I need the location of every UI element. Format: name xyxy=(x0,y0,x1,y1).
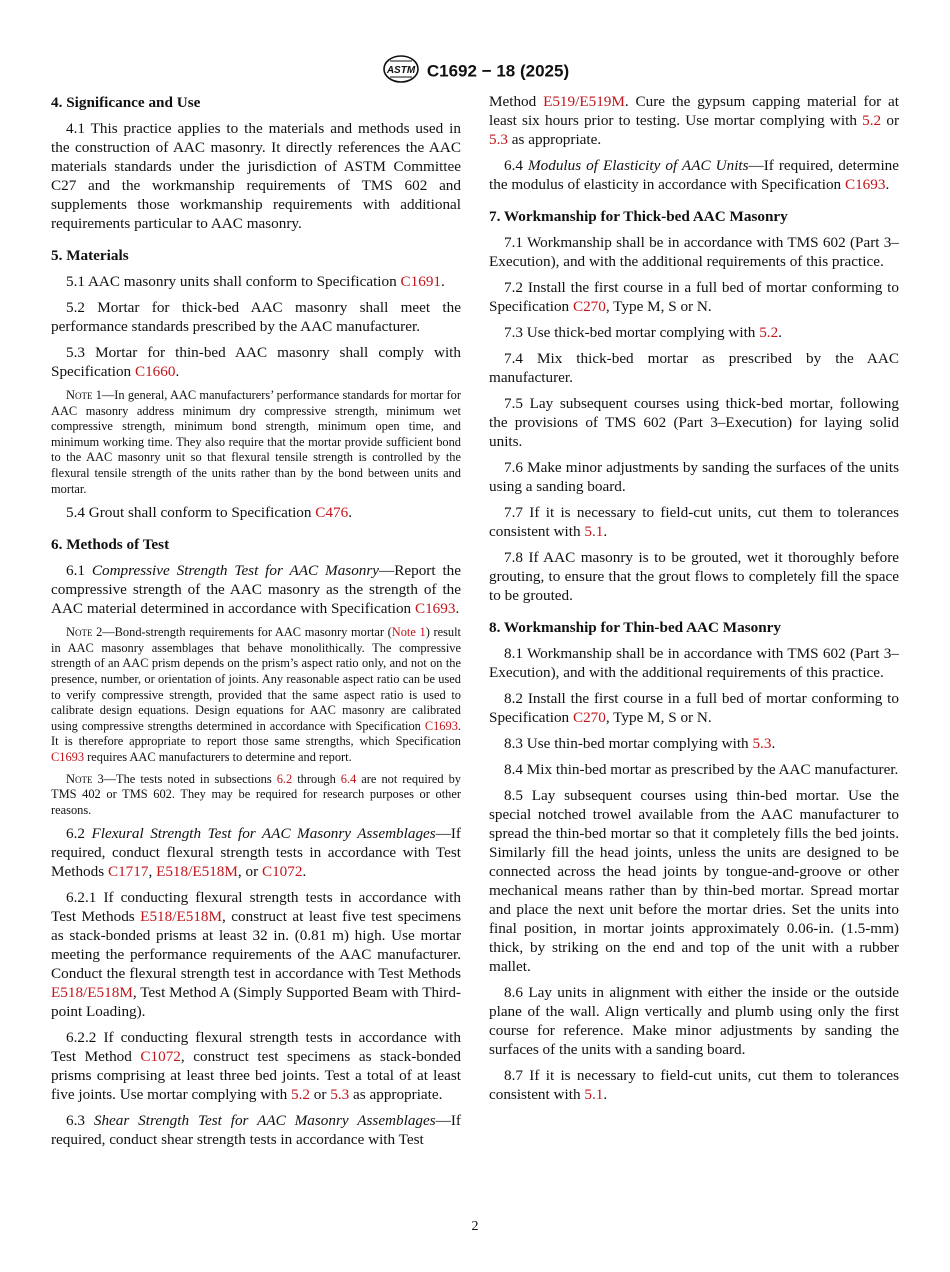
paragraph-5-2: 5.2 Mortar for thick-bed AAC masonry shall meet the performance standards prescribed by the AAC manufacturer. xyxy=(51,299,461,335)
paragraph-7-5: 7.5 Lay subsequent courses using thick-bed mortar, following the provisions of TMS 602 (Part 3–Execution) for laying solid units. xyxy=(489,395,899,450)
paragraph-8-6: 8.6 Lay units in alignment with either the inside or the outside plane of the wall. Align vertically and plumb using only the first course for reference. Make minor adjustments by sanding the surfaces of the units with a sanding board. xyxy=(489,984,899,1058)
link-c1693[interactable]: C1693 xyxy=(51,749,85,764)
link-5-2[interactable]: 5.2 xyxy=(759,324,779,341)
link-c1693[interactable]: C1693 xyxy=(844,176,886,193)
link-5-3[interactable]: 5.3 xyxy=(489,131,508,148)
document-designation: C1692 − 18 (2025) xyxy=(426,61,570,81)
paragraph-8-1: 8.1 Workmanship shall be in accordance with TMS 602 (Part 3–Execution), and with the additional requirements of this practice. xyxy=(489,645,899,681)
link-c270[interactable]: C270 xyxy=(572,298,606,315)
link-5-1[interactable]: 5.1 xyxy=(584,1086,604,1103)
page-header xyxy=(0,54,950,89)
section-heading-4: 4. Significance and Use xyxy=(51,94,201,111)
link-c1660[interactable]: C1660 xyxy=(134,363,176,380)
paragraph-6-2: 6.2 Flexural Strength Test for AAC Masonry Assemblages—If required, conduct flexural strength tests in accordance with Test Methods C1717, E518/E518M, or C1072. xyxy=(51,825,461,881)
link-c1072[interactable]: C1072 xyxy=(261,863,303,881)
link-note-1[interactable]: Note 1 xyxy=(391,625,426,640)
link-6-4[interactable]: 6.4 xyxy=(340,771,357,786)
paragraph-5-1: 5.1 AAC masonry units shall conform to Specification C1691. xyxy=(66,273,445,290)
link-e519[interactable]: E519/E519M xyxy=(543,93,625,110)
paragraph-7-1: 7.1 Workmanship shall be in accordance with TMS 602 (Part 3–Execution), and with the additional requirements of this practice. xyxy=(489,234,899,270)
paragraph-6-2-1: 6.2.1 If conducting flexural strength tests in accordance with Test Methods E518/E518M, construct at least five test specimens as stack-bonded prisms at least 32 in. (0.81 m) high. Use mortar meeting the performance requirements of the AAC manufacturer. Conduct the flexural strength test in accordance with Test Methods E518/E518M, Test Method A (Simply Supported Beam with Third-point Loading). xyxy=(51,889,461,1021)
section-heading-6: 6. Methods of Test xyxy=(51,536,170,554)
link-e518[interactable]: E518/E518M xyxy=(156,863,238,881)
link-c1717[interactable]: C1717 xyxy=(107,863,149,881)
link-c1072[interactable]: C1072 xyxy=(140,1048,181,1066)
note-3: Note 3—The tests noted in subsections 6.2 through 6.4 are not required by TMS 402 or TMS 602. They may be required for research purposes or other reasons. xyxy=(51,771,461,817)
link-5-3[interactable]: 5.3 xyxy=(330,1086,350,1104)
link-c476[interactable]: C476 xyxy=(315,504,349,522)
link-5-1[interactable]: 5.1 xyxy=(584,523,604,540)
paragraph-8-5: 8.5 Lay subsequent courses using thin-bed mortar. Use the special notched trowel available from the AAC manufacturer to spread the thin-bed mortar so that it completely fills the bed joints. Similarly fill the head joints, unless the units are designed to be connected across the head joints by tongue-and-groove or other mechanical means rather than by thin-bed mortar. Spread mortar and place the next unit before the mortar dries. Set the units into final position, in mortar joints approximately 0.06-in. (1.5-mm) thick, by striking on the end and top of the unit with a rubber mallet. xyxy=(489,787,899,975)
note-1: Note 1—In general, AAC manufacturers’ performance standards for mortar for AAC masonry address minimum dry compressive strength, minimum wet compressive strength, minimum bond strength, minimum open time, and minimum working time. They also require that the mortar provide sufficient bond to the AAC masonry unit so that flexural tensile strength is controlled by the flexural tensile strength of the units rather than by the bond between units and mortar. xyxy=(51,388,461,496)
paragraph-4-1: 4.1 This practice applies to the materials and methods used in the construction of AAC masonry. It directly references the AAC materials standards under the jurisdiction of ASTM Committee C27 and the workmanship requirements of TMS 602 and supplements those workmanship requirements with additional requirements particular to AAC masonry. xyxy=(51,120,461,232)
paragraph-5-4: 5.4 Grout shall conform to Specification C476. xyxy=(66,504,352,522)
section-heading-8: 8. Workmanship for Thin-bed AAC Masonry xyxy=(489,619,782,636)
note-2: Note 2—Bond-strength requirements for AAC masonry mortar (Note 1) result in AAC masonry assemblages that behave monolithically. The compressive strength of an AAC prism depends on the prism’s aspect ratio only, and not on the presence, number, or orientation of joints. Any reasonable aspect ratio can be used to verify compressive strength, provided that the same aspect ratio is used to calibrate design equations. Design equations for AAC masonry are calibrated using compressive strengths determined in accordance with Specification C1693. It is therefore appropriate to report those same strengths, which Specification C1693 requires AAC manufacturers to determine and report. xyxy=(51,625,461,764)
paragraph-6-3-continued: Method E519/E519M. Cure the gypsum capping material for at least six hours prior to testing. Use mortar complying with 5.2 or 5.3 as appropriate. xyxy=(489,93,900,148)
paragraph-8-2: 8.2 Install the first course in a full bed of mortar conforming to Specification C270, Type M, S or N. xyxy=(489,690,899,726)
link-c1691[interactable]: C1691 xyxy=(400,273,442,290)
link-5-2[interactable]: 5.2 xyxy=(291,1086,310,1104)
paragraph-7-6: 7.6 Make minor adjustments by sanding the surfaces of the units using a sanding board. xyxy=(489,459,899,495)
paragraph-7-7: 7.7 If it is necessary to field-cut units, cut them to tolerances consistent with 5.1. xyxy=(489,504,899,540)
paragraph-7-8: 7.8 If AAC masonry is to be grouted, wet it thoroughly before grouting, to ensure that the grout flows to completely fill the space to be grouted. xyxy=(489,549,899,604)
left-column xyxy=(51,92,461,1156)
paragraph-6-4: 6.4 Modulus of Elasticity of AAC Units—If required, determine the modulus of elasticity in accordance with Specification C1693. xyxy=(489,157,899,193)
link-6-2[interactable]: 6.2 xyxy=(276,771,293,786)
link-5-2[interactable]: 5.2 xyxy=(862,112,882,129)
paragraph-7-3: 7.3 Use thick-bed mortar complying with 5.2. xyxy=(504,324,782,341)
svg-text:ASTM: ASTM xyxy=(386,65,416,76)
paragraph-6-1: 6.1 Compressive Strength Test for AAC Masonry—Report the compressive strength of the AAC masonry as the strength of the AAC material determined in accordance with Specification C1693. xyxy=(51,562,461,618)
paragraph-7-2: 7.2 Install the first course in a full bed of mortar conforming to Specification C270, Type M, S or N. xyxy=(489,279,899,315)
link-c270[interactable]: C270 xyxy=(572,709,606,726)
section-heading-7: 7. Workmanship for Thick-bed AAC Masonry xyxy=(489,208,788,225)
link-e518[interactable]: E518/E518M xyxy=(140,908,223,926)
paragraph-5-3: 5.3 Mortar for thin-bed AAC masonry shall comply with Specification C1660. xyxy=(51,344,461,380)
section-heading-5: 5. Materials xyxy=(51,247,129,264)
link-c1693[interactable]: C1693 xyxy=(414,600,456,618)
page-number: 2 xyxy=(471,1219,479,1234)
paragraph-8-4: 8.4 Mix thin-bed mortar as prescribed by the AAC manufacturer. xyxy=(504,761,899,778)
right-column xyxy=(489,92,899,1111)
astm-logo-icon xyxy=(381,54,421,89)
link-5-3[interactable]: 5.3 xyxy=(752,735,772,752)
paragraph-7-4: 7.4 Mix thick-bed mortar as prescribed by the AAC manufacturer. xyxy=(489,350,899,386)
paragraph-8-7: 8.7 If it is necessary to field-cut units, cut them to tolerances consistent with 5.1. xyxy=(489,1067,899,1103)
paragraph-8-3: 8.3 Use thin-bed mortar complying with 5.3. xyxy=(504,735,776,752)
paragraph-6-3: 6.3 Shear Strength Test for AAC Masonry Assemblages—If required, conduct shear strength tests in accordance with Test xyxy=(51,1112,461,1149)
paragraph-6-2-2: 6.2.2 If conducting flexural strength tests in accordance with Test Method C1072, construct test specimens as stack-bonded prisms comprising at least three bed joints. Test a total of at least five joints. Use mortar complying with 5.2 or 5.3 as appropriate. xyxy=(51,1029,461,1104)
link-e518[interactable]: E518/E518M xyxy=(51,984,133,1002)
link-c1693[interactable]: C1693 xyxy=(424,718,458,733)
